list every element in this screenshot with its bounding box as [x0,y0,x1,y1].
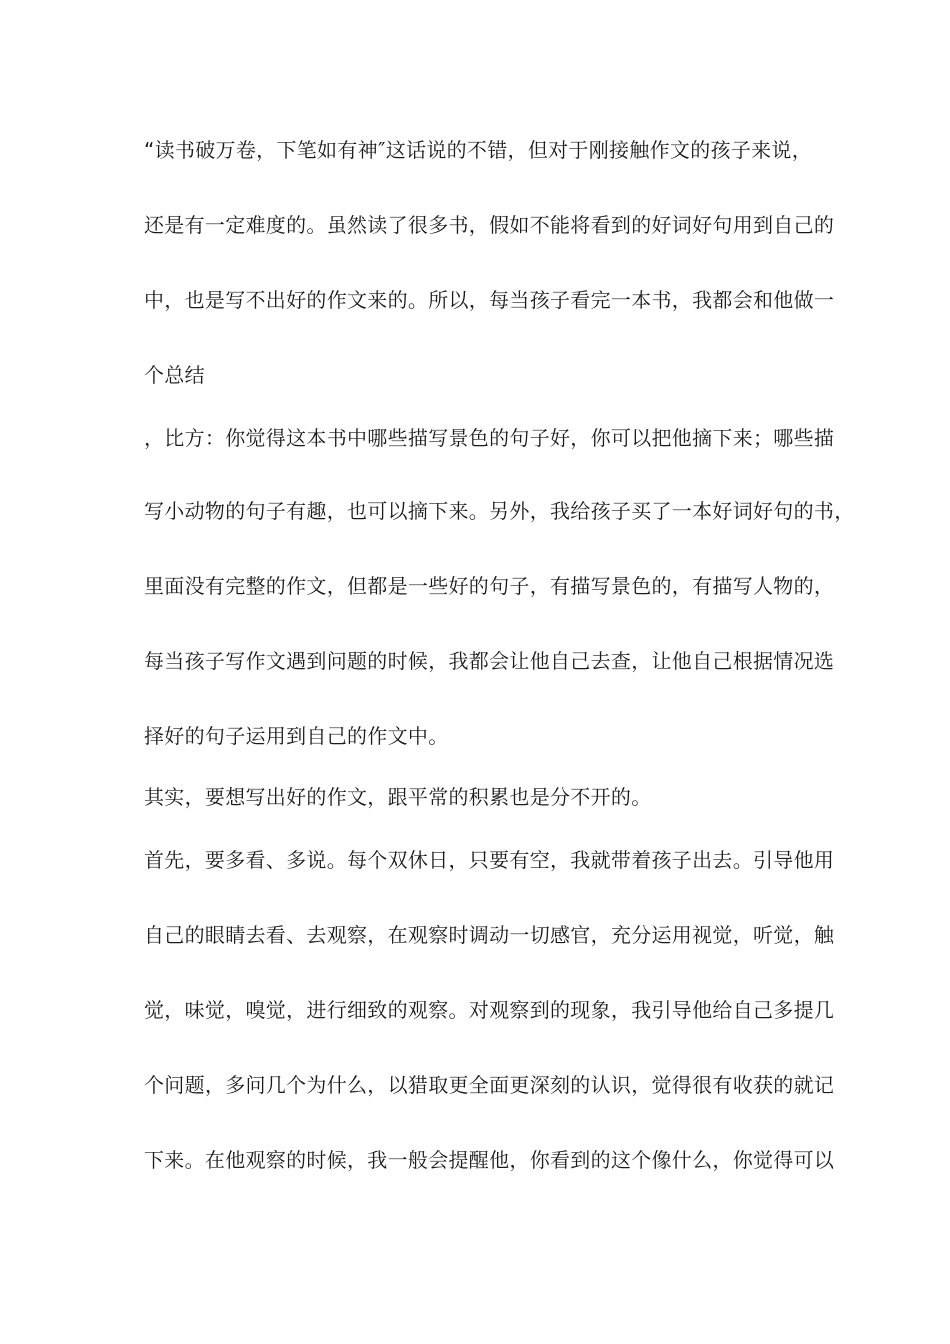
text-line: 还是有一定难度的。虽然读了很多书，假如不能将看到的好词好句用到自己的 [144,213,835,237]
text-line: 下来。在他观察的时候，我一般会提醒他，你看到的这个像什么，你觉得可以 [144,1148,835,1172]
text-line: 中，也是写不出好的作文来的。所以，每当孩子看完一本书，我都会和他做一 [144,288,835,312]
text-line: 每当孩子写作文遇到问题的时候，我都会让他自己去查，让他自己根据情况选 [144,649,835,673]
text-line: 个总结 [144,363,205,387]
text-line: 自己的眼睛去看、去观察，在观察时调动一切感官，充分运用视觉，听觉，触 [144,923,835,947]
text-line: ，比方：你觉得这本书中哪些描写景色的句子好，你可以把他摘下来；哪些描 [144,426,835,450]
text-line: 其实，要想写出好的作文，跟平常的积累也是分不开的。 [144,785,652,809]
text-line: 首先，要多看、多说。每个双休日，只要有空，我就带着孩子出去。引导他用 [144,848,835,872]
text-line: 写小动物的句子有趣，也可以摘下来。另外，我给孩子买了一本好词好句的书， [144,499,855,523]
text-line: “读书破万卷，下笔如有神″这话说的不错，但对于刚接触作文的孩子来说， [144,138,813,162]
text-line: 里面没有完整的作文，但都是一些好的句子，有描写景色的，有描写人物的， [144,574,835,598]
text-line: 个问题，多问几个为什么，以猎取更全面更深刻的认识，觉得很有收获的就记 [144,1073,835,1097]
text-line: 觉，味觉，嗅觉，进行细致的观察。对观察到的现象，我引导他给自己多提几 [144,998,835,1022]
text-line: 择好的句子运用到自己的作文中。 [144,724,449,748]
